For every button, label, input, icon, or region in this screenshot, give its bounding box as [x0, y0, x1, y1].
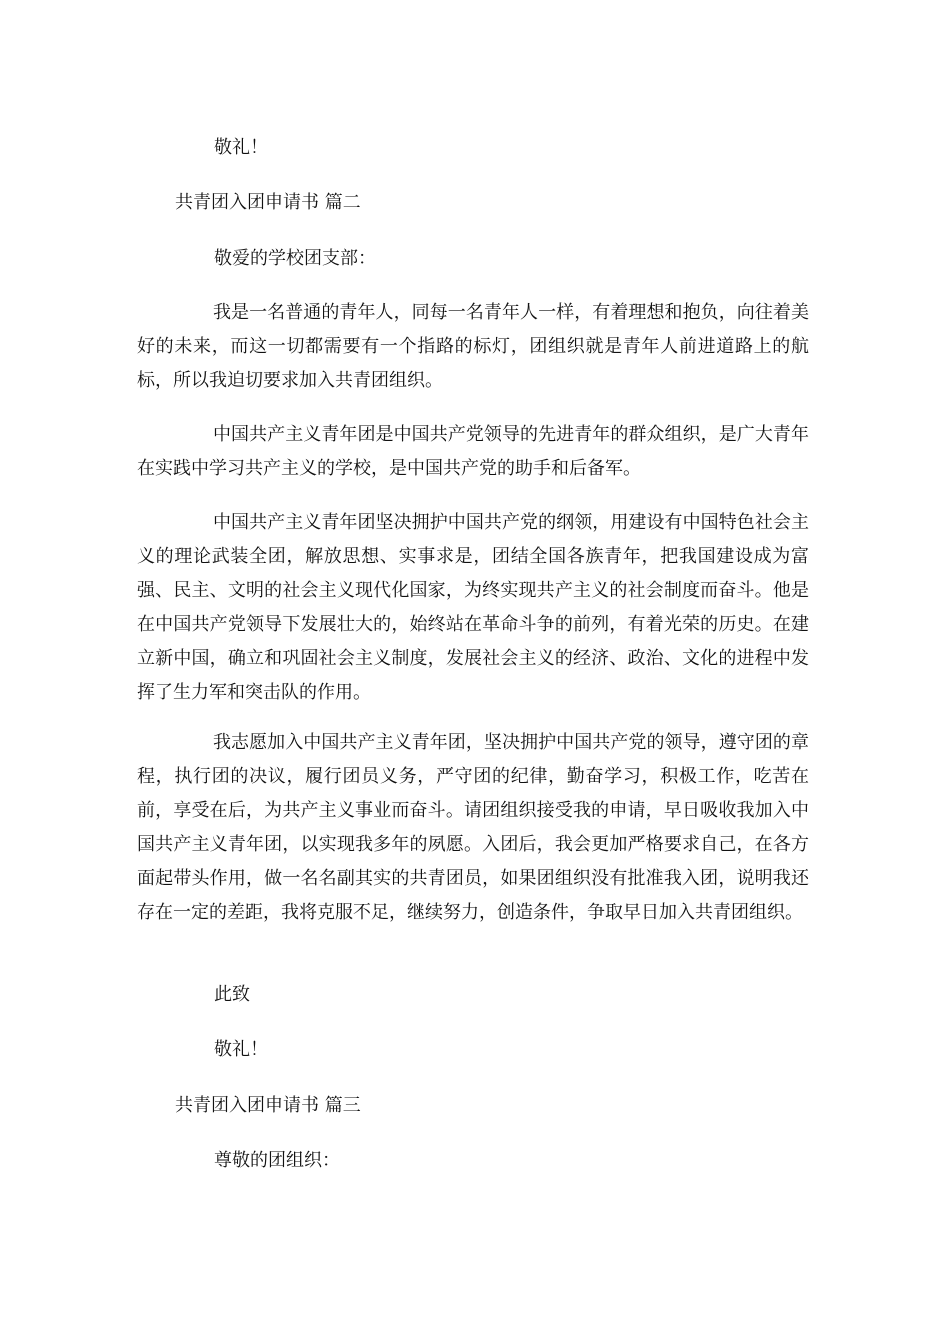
closing-salute-2: 敬礼！: [214, 1039, 268, 1060]
section-heading-2: 共青团入团申请书 篇二: [175, 192, 361, 213]
paragraph-4: 我志愿加入中国共产主义青年团，坚决拥护中国共产党的领导，遵守团的章程，执行团的决议，履行团员义务，严守团的纪律，勤奋学习，积极工作，吃苦在前，享受在后，为共产主义事业而奋斗。请团组织接受我的申请，早日吸收我加入中国共产主义青年团，以实现我多年的夙愿。入团后，我会更加严格要求自己，在各方面起带头作用，做一名名副其实的共青团员，如果团组织没有批准我入团，说明我还存在一定的差距，我将克服不足，继续努力，创造条件，争取早日加入共青团组织。: [137, 732, 809, 923]
salutation-2: 敬爱的学校团支部：: [214, 248, 376, 269]
paragraph-2: 中国共产主义青年团是中国共产党领导的先进青年的群众组织，是广大青年在实践中学习共产主义的学校，是中国共产党的助手和后备军。: [137, 424, 809, 479]
closing-to-2: 此致: [214, 984, 250, 1005]
salutation-3: 尊敬的团组织：: [214, 1150, 340, 1171]
paragraph-3: 中国共产主义青年团坚决拥护中国共产党的纲领，用建设有中国特色社会主义的理论武装全团，解放思想、实事求是，团结全国各族青年，把我国建设成为富强、民主、文明的社会主义现代化国家，为终实现共产主义的社会制度而奋斗。他是在中国共产党领导下发展壮大的，始终站在革命斗争的前列，有着光荣的历史。在建立新中国，确立和巩固社会主义制度，发展社会主义的经济、政治、文化的进程中发挥了生力军和突击队的作用。: [137, 512, 809, 703]
section-heading-3: 共青团入团申请书 篇三: [175, 1095, 361, 1116]
closing-salute-1: 敬礼！: [214, 137, 268, 158]
paragraph-1: 我是一名普通的青年人，同每一名青年人一样，有着理想和抱负，向往着美好的未来，而这一切都需要有一个指路的标灯，团组织就是青年人前进道路上的航标，所以我迫切要求加入共青团组织。: [137, 302, 809, 391]
